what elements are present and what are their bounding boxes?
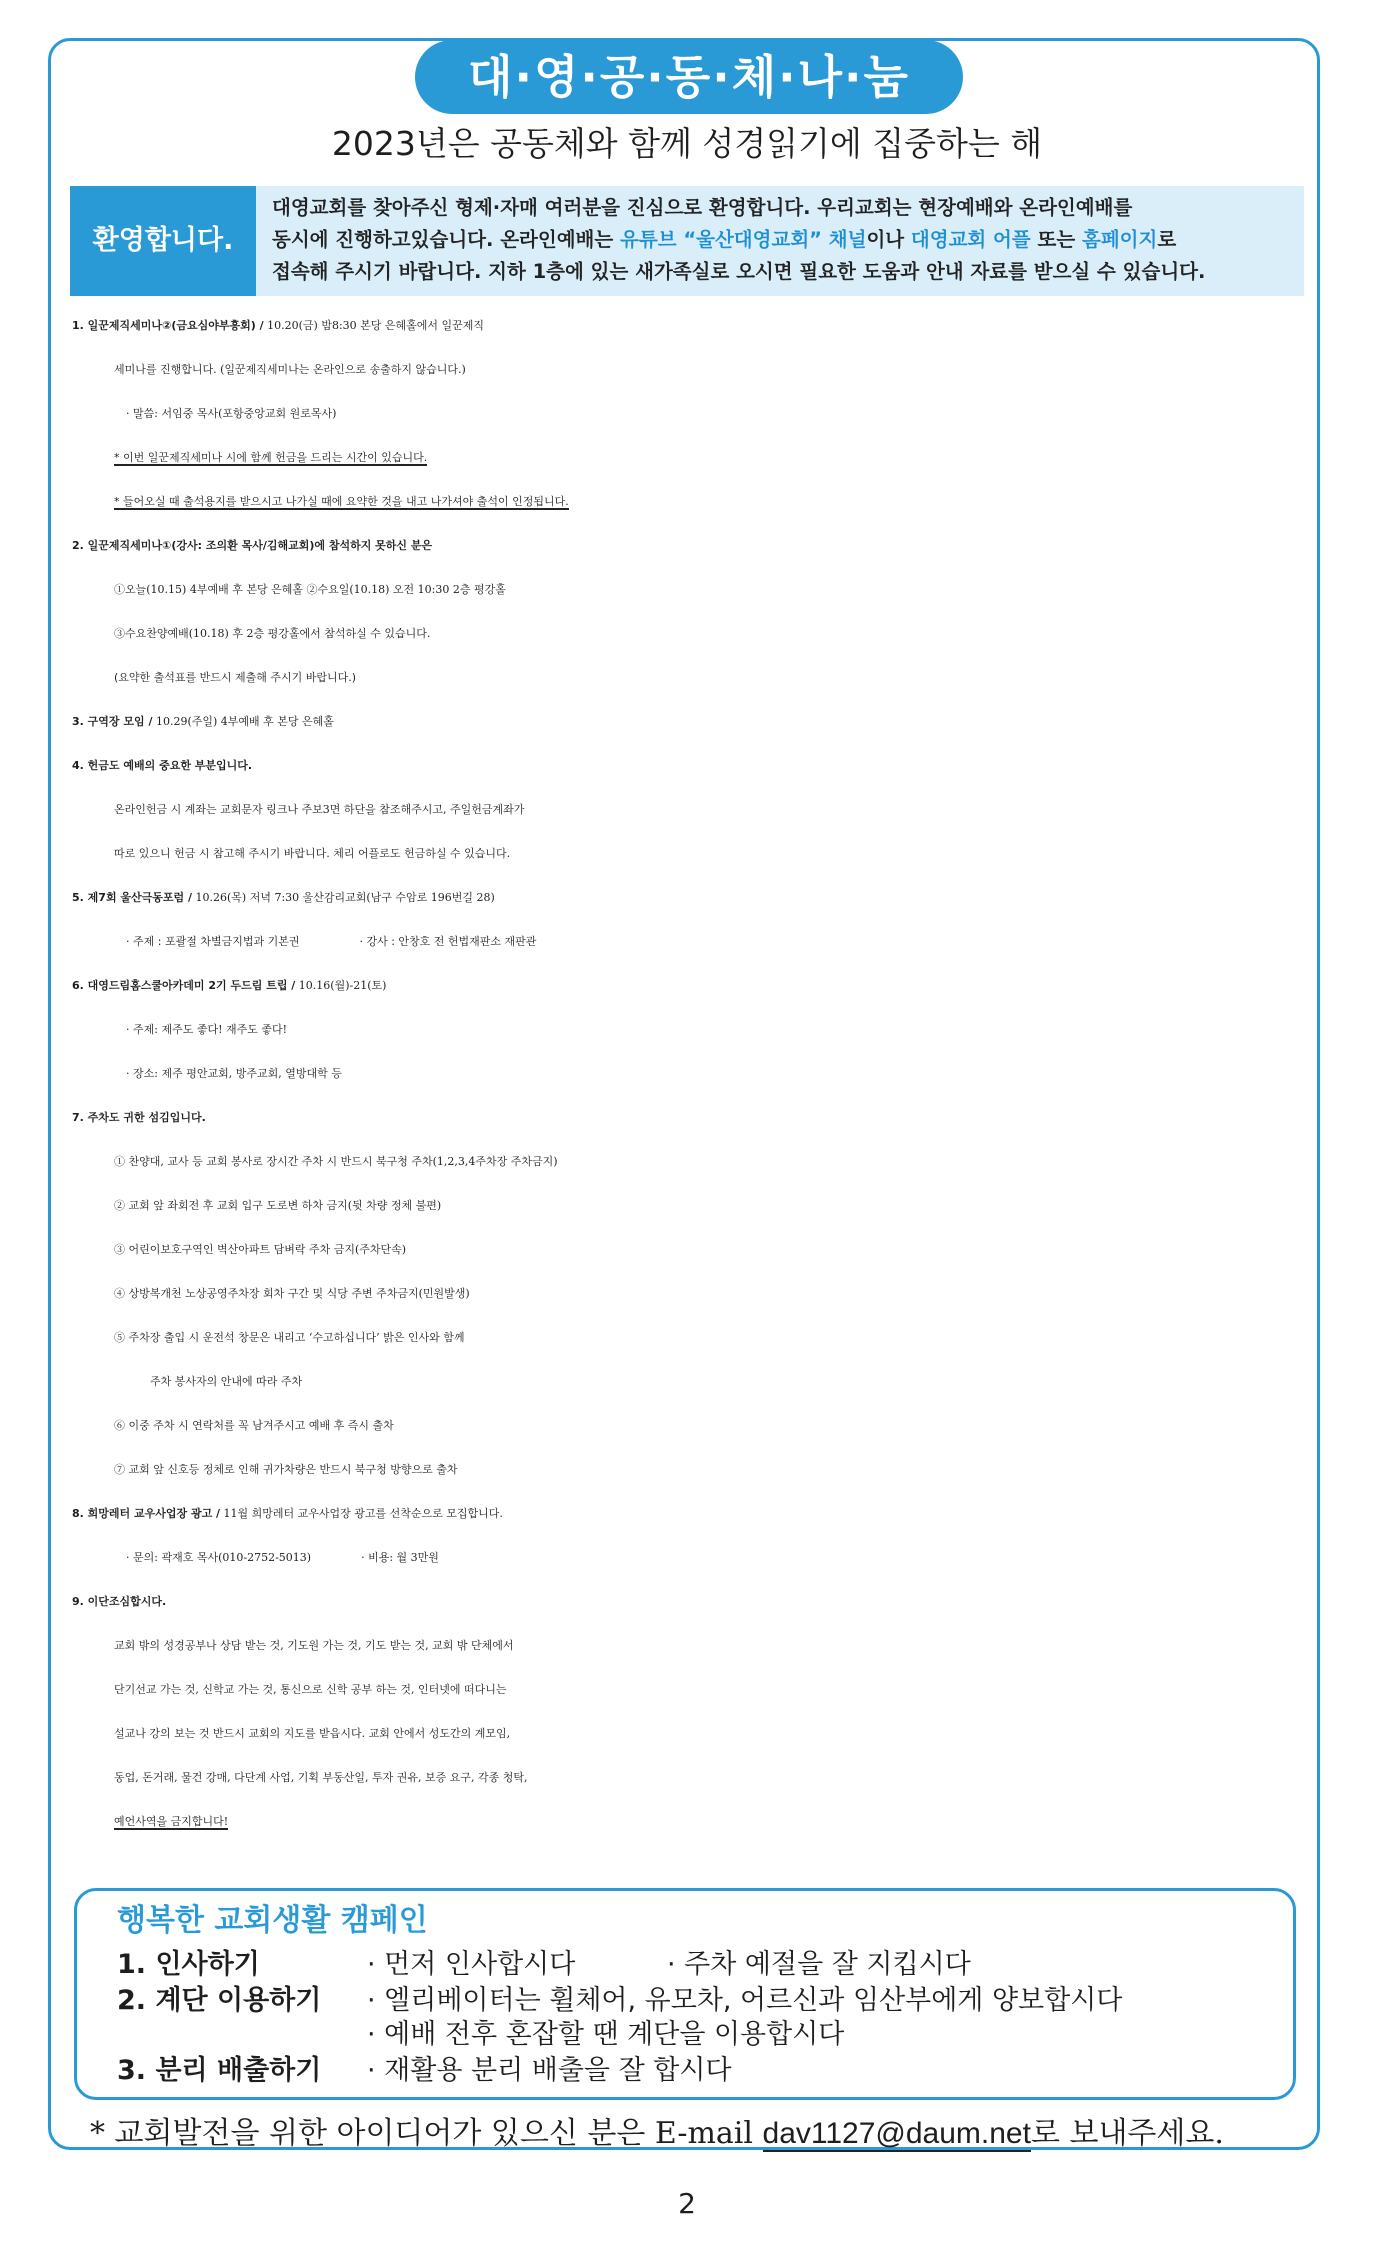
item-2-heading: 2. 일꾼제직세미나①(강사: 조의환 목사/김해교회)에 참석하지 못하신 분은 bbox=[72, 539, 433, 552]
item-7-rule-7: ⑦ 교회 앞 신호등 정체로 인해 귀가차량은 반드시 북구청 방향으로 출차 bbox=[114, 1463, 458, 1476]
page-number: 2 bbox=[678, 2187, 696, 2220]
item-2-line: ①오늘(10.15) 4부예배 후 본당 은혜홀 ②수요일(10.18) 오전 10:30 2층 평강홀 bbox=[114, 583, 506, 596]
youtube-channel-link[interactable]: 유튜브 “울산대영교회” 채널 bbox=[620, 228, 867, 251]
welcome-label: 환영합니다. bbox=[70, 186, 256, 296]
item-1-text: 10.20(금) 밤8:30 본당 은혜홀에서 일꾼제직 bbox=[263, 319, 485, 332]
item-6-heading: 6. 대영드림홈스쿨아카데미 2기 두드림 트립 / bbox=[72, 979, 296, 992]
item-1-line: 세미나를 진행합니다. (일꾼제직세미나는 온라인으로 송출하지 않습니다.) bbox=[114, 363, 466, 376]
welcome-text-part: 동시에 진행하고있습니다. 온라인예배는 bbox=[272, 228, 621, 251]
item-7-rule-3: ③ 어린이보호구역인 벽산아파트 담벼락 주차 금지(주차단속) bbox=[114, 1243, 407, 1256]
item-1-heading-line bbox=[72, 304, 1312, 348]
campaign-box bbox=[74, 1888, 1296, 2100]
item-6-topic: · 주제: 제주도 좋다! 재주도 좋다! bbox=[126, 1023, 288, 1036]
item-8-contact: · 문의: 곽재호 목사(010-2752-5013) bbox=[126, 1551, 312, 1564]
item-4-line: 온라인헌금 시 계좌는 교회문자 링크나 주보3면 하단을 참조해주시고, 주일헌금계좌가 bbox=[114, 803, 525, 816]
item-1-note-1 bbox=[72, 436, 1312, 480]
footer-email-link[interactable]: dav1127@daum.net bbox=[762, 2117, 1031, 2150]
item-8-text: 11월 희망레터 교우사업장 광고를 선착순으로 모집합니다. bbox=[220, 1507, 503, 1520]
item-4-heading: 4. 헌금도 예배의 중요한 부분입니다. bbox=[72, 759, 253, 772]
campaign-label-1: 1. 인사하기 bbox=[117, 1949, 260, 1980]
item-5-text: 10.26(목) 저녁 7:30 울산감리교회(남구 수암로 196번길 28) bbox=[192, 891, 495, 904]
announcements bbox=[72, 304, 1312, 1844]
item-1-note-2-text: * 들어오실 때 출석용지를 받으시고 나가실 때에 요약한 것을 내고 나가셔야 출석이 인정됩니다. bbox=[114, 495, 569, 508]
item-4-line: 따로 있으니 헌금 시 참고해 주시기 바랍니다. 체리 어플로도 헌금하실 수 있습니다. bbox=[114, 847, 511, 860]
item-3-heading: 3. 구역장 모임 / bbox=[72, 715, 153, 728]
item-6-heading-line bbox=[72, 964, 1312, 1008]
campaign-text: · 재활용 분리 배출을 잘 합시다 bbox=[367, 2055, 732, 2086]
campaign-row-3 bbox=[117, 2053, 731, 2089]
item-9-line: 동업, 돈거래, 물건 강매, 다단계 사업, 기획 부동산일, 투자 권유, 보증 요구, 각종 청탁, bbox=[114, 1771, 528, 1784]
campaign-text: · 예배 전후 혼잡할 땐 계단을 이용합시다 bbox=[367, 2019, 845, 2050]
item-8-heading-line bbox=[72, 1492, 1312, 1536]
item-1-speaker: · 말씀: 서임중 목사(포항중앙교회 원로목사) bbox=[126, 407, 337, 420]
page-subtitle: 2023년은 공동체와 함께 성경읽기에 집중하는 해 bbox=[331, 124, 1043, 163]
item-9-last-text: 예언사역을 금지합니다! bbox=[114, 1815, 229, 1828]
welcome-text-part: 로 bbox=[1157, 228, 1177, 251]
item-1-note-2 bbox=[72, 480, 1312, 524]
item-9-line bbox=[72, 1800, 1312, 1844]
item-5-heading: 5. 제7회 울산극동포럼 / bbox=[72, 891, 192, 904]
item-7-rule-1: ① 찬양대, 교사 등 교회 봉사로 장시간 주차 시 반드시 북구청 주차(1,2,3,4주차장 주차금지) bbox=[114, 1155, 558, 1168]
item-5-heading-line bbox=[72, 876, 1312, 920]
page-title: 대·영·공·동·체·나·눔 bbox=[415, 40, 963, 114]
campaign-label-3: 3. 분리 배출하기 bbox=[117, 2055, 322, 2086]
item-3-text: 10.29(주일) 4부예배 후 본당 은혜홀 bbox=[152, 715, 334, 728]
campaign-label-2: 2. 계단 이용하기 bbox=[117, 1985, 322, 2016]
item-9-line: 교회 밖의 성경공부나 상담 받는 것, 기도원 가는 것, 기도 받는 것, 교회 밖 단체에서 bbox=[114, 1639, 514, 1652]
footer-text: * 교회발전을 위한 아이디어가 있으신 분은 E-mail bbox=[90, 2116, 763, 2151]
item-7-rule-4: ④ 상방복개천 노상공영주차장 회차 구간 및 식당 주변 주차금지(민원발생) bbox=[114, 1287, 470, 1300]
item-7-rule-5-cont: 주차 봉사자의 안내에 따라 주차 bbox=[150, 1375, 303, 1388]
item-2-line: ③수요찬양예배(10.18) 후 2층 평강홀에서 참석하실 수 있습니다. bbox=[114, 627, 431, 640]
item-5-line bbox=[72, 920, 1312, 964]
item-7-rule-5: ⑤ 주차장 출입 시 운전석 창문은 내리고 ‘수고하십니다’ 밝은 인사와 함께 bbox=[114, 1331, 465, 1344]
item-5-topic: · 주제 : 포괄절 차별금지법과 기본권 bbox=[126, 935, 300, 948]
item-1-note-1-text: * 이번 일꾼제직세미나 시에 함께 헌금을 드리는 시간이 있습니다. bbox=[114, 451, 428, 464]
item-8-cost: · 비용: 월 3만원 bbox=[361, 1551, 439, 1564]
item-8-line bbox=[72, 1536, 1312, 1580]
campaign-title: 행복한 교회생활 캠페인 bbox=[117, 1903, 428, 1938]
campaign-text: · 먼저 인사합시다 bbox=[367, 1949, 576, 1980]
welcome-text bbox=[272, 192, 1292, 288]
item-7-heading: 7. 주차도 귀한 섬김입니다. bbox=[72, 1111, 206, 1124]
item-1-heading: 1. 일꾼제직세미나②(금요심야부흥회) / bbox=[72, 319, 264, 332]
item-8-heading: 8. 희망레터 교우사업장 광고 / bbox=[72, 1507, 221, 1520]
item-7-rule-2: ② 교회 앞 좌회전 후 교회 입구 도로변 하차 금지(뒷 차량 정체 불편) bbox=[114, 1199, 442, 1212]
footer-text: 로 보내주세요. bbox=[1030, 2116, 1224, 2151]
item-7-rule-6: ⑥ 이중 주차 시 연락처를 꼭 남겨주시고 예배 후 즉시 출차 bbox=[114, 1419, 394, 1432]
item-9-heading: 9. 이단조심합시다. bbox=[72, 1595, 167, 1608]
item-6-place: · 장소: 제주 평안교회, 방주교회, 열방대학 등 bbox=[126, 1067, 342, 1080]
welcome-box bbox=[70, 186, 1304, 296]
item-9-line: 단기선교 가는 것, 신학교 가는 것, 통신으로 신학 공부 하는 것, 인터넷에 떠다니는 bbox=[114, 1683, 507, 1696]
church-app-link[interactable]: 대영교회 어플 bbox=[910, 228, 1031, 251]
homepage-link[interactable]: 홈페이지 bbox=[1081, 228, 1158, 251]
footer-note bbox=[90, 2112, 1224, 2156]
campaign-text: · 엘리베이터는 휠체어, 유모차, 어르신과 임산부에게 양보합시다 bbox=[367, 1985, 1123, 2016]
welcome-text-part: 이나 bbox=[866, 228, 911, 251]
campaign-row-1 bbox=[117, 1947, 971, 1983]
item-6-text: 10.16(월)-21(토) bbox=[295, 979, 387, 992]
welcome-line-2 bbox=[272, 224, 1292, 256]
item-5-speaker: · 강사 : 안창호 전 헌법재판소 재판관 bbox=[359, 935, 537, 948]
item-2-line: (요약한 출석표를 반드시 제출해 주시기 바랍니다.) bbox=[114, 671, 357, 684]
welcome-text-part: 또는 bbox=[1030, 228, 1082, 251]
welcome-line-3: 접속해 주시기 바랍니다. 지하 1층에 있는 새가족실로 오시면 필요한 도움과 안내 자료를 받으실 수 있습니다. bbox=[272, 260, 1206, 283]
welcome-line-1: 대영교회를 찾아주신 형제·자매 여러분을 진심으로 환영합니다. 우리교회는 현장예배와 온라인예배를 bbox=[272, 196, 1133, 219]
campaign-row-2b bbox=[117, 2017, 844, 2053]
campaign-row-2 bbox=[117, 1983, 1122, 2019]
item-3-heading-line bbox=[72, 700, 1312, 744]
item-9-line: 설교나 강의 보는 것 반드시 교회의 지도를 받읍시다. 교회 안에서 성도간의 계모임, bbox=[114, 1727, 511, 1740]
campaign-text: · 주차 예절을 잘 지킵시다 bbox=[667, 1949, 971, 1980]
